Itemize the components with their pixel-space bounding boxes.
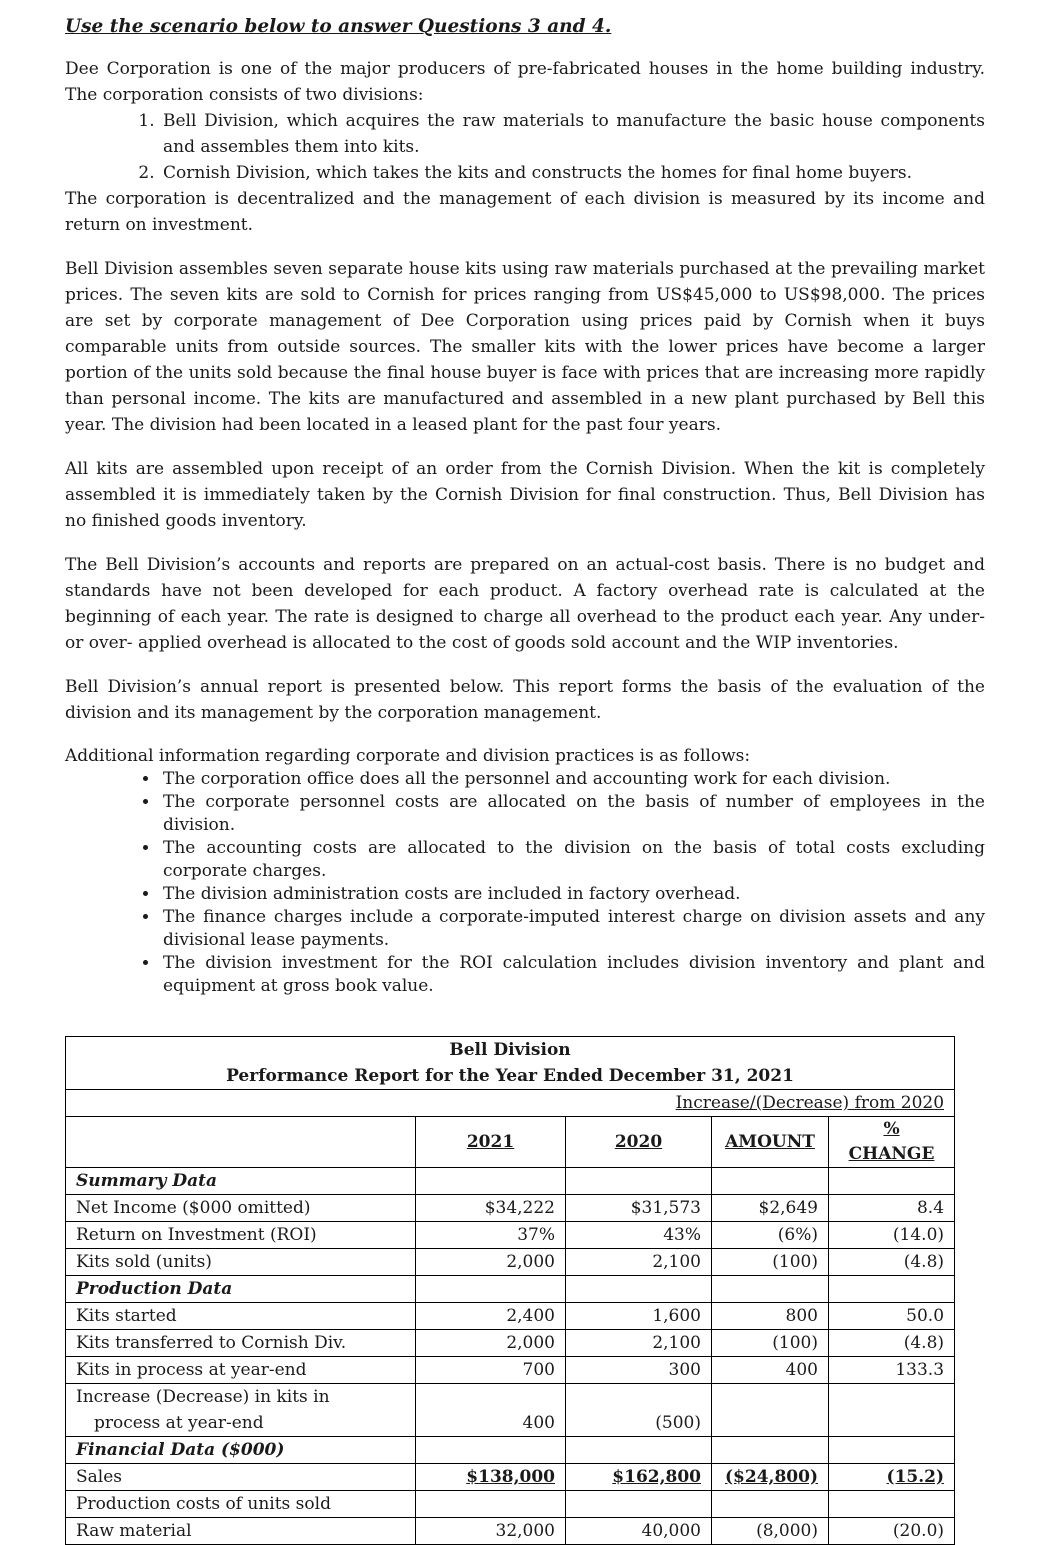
- scenario-heading: Use the scenario below to answer Questions 3 and 4.: [65, 16, 612, 37]
- cell-2020: (500): [566, 1384, 712, 1437]
- cell-2021: 400: [416, 1384, 566, 1437]
- row-label: Kits transferred to Cornish Div.: [66, 1330, 416, 1357]
- row-label: Sales: [66, 1464, 416, 1491]
- cell-2020: $31,573: [566, 1195, 712, 1222]
- table-row: [66, 1303, 955, 1330]
- decentralized-paragraph: The corporation is decentralized and the management of each division is measured by its income and return on investment.: [65, 189, 985, 235]
- additional-info-intro: Additional information regarding corporate and division practices is as follows:: [65, 746, 751, 766]
- table-row: [66, 1384, 955, 1437]
- cell-2021: $138,000: [466, 1466, 555, 1487]
- cell-2021: 37%: [416, 1222, 566, 1249]
- cell-2021: 2,400: [416, 1303, 566, 1330]
- cell-amount: (100): [712, 1249, 829, 1276]
- cell-2020: 2,100: [566, 1249, 712, 1276]
- cell-2021: 2,000: [416, 1330, 566, 1357]
- list-item: • The corporation office does all the personnel and accounting work for each division.: [160, 768, 985, 791]
- paragraph: The Bell Division’s accounts and reports are prepared on an actual-cost basis. There is no budget and standards have not been developed for each product. A factory overhead rate is calculated at the beginning of each year. The rate is designed to charge all overhead to the product each year. Any under- or over- applied overhead is allocated to the cost of goods sold account and the WIP inventories.: [65, 555, 985, 653]
- cell-pct: 133.3: [829, 1357, 955, 1384]
- cell-amount: (100): [712, 1330, 829, 1357]
- intro-paragraph: Dee Corporation is one of the major producers of pre-fabricated houses in the home building industry. The corporation consists of two divisions:: [65, 59, 985, 105]
- cell-2020: 1,600: [566, 1303, 712, 1330]
- report-subtitle: Performance Report for the Year Ended December 31, 2021: [66, 1063, 955, 1090]
- list-item: 1. Bell Division, which acquires the raw materials to manufacture the basic house components and assembles them into kits.: [160, 108, 985, 160]
- report-title: Bell Division: [66, 1037, 955, 1064]
- column-header-2021: 2021: [466, 1131, 515, 1152]
- cell-pct: (20.0): [829, 1518, 955, 1545]
- cell-2020: $162,800: [612, 1466, 701, 1487]
- list-item: • The division administration costs are included in factory overhead.: [160, 883, 985, 906]
- list-item: • The accounting costs are allocated to the division on the basis of total costs excluding corporate charges.: [160, 837, 985, 883]
- list-item: • The division investment for the ROI calculation includes division inventory and plant and equipment at gross book value.: [160, 952, 985, 998]
- table-row: [66, 1357, 955, 1384]
- section-label-financial: Financial Data ($000): [66, 1437, 416, 1464]
- paragraph: Bell Division’s annual report is presented below. This report forms the basis of the evaluation of the division and its management by the corporation management.: [65, 677, 985, 723]
- cell-2021: 700: [416, 1357, 566, 1384]
- cell-pct: (4.8): [829, 1330, 955, 1357]
- cell-2020: 40,000: [566, 1518, 712, 1545]
- list-item: 2. Cornish Division, which takes the kits and constructs the homes for final home buyers.: [160, 160, 985, 186]
- cell-amount: ($24,800): [725, 1466, 818, 1487]
- row-label-cont: process at year-end: [94, 1413, 264, 1433]
- paragraph: All kits are assembled upon receipt of an order from the Cornish Division. When the kit is completely assembled it is immediately taken by the Cornish Division for final construction. Thus, Bell Division has no finished goods inventory.: [65, 459, 985, 531]
- cell-2021: $34,222: [416, 1195, 566, 1222]
- list-item: • The finance charges include a corporate-imputed interest charge on division assets and any divisional lease payments.: [160, 906, 985, 952]
- cell-amount: 800: [712, 1303, 829, 1330]
- column-header-pct-change: % CHANGE: [848, 1119, 935, 1164]
- row-label: Raw material: [66, 1518, 416, 1545]
- section-label-production: Production Data: [66, 1276, 416, 1303]
- row-label: Net Income ($000 omitted): [66, 1195, 416, 1222]
- column-header-amount: AMOUNT: [725, 1131, 815, 1152]
- cell-amount: $2,649: [712, 1195, 829, 1222]
- row-label: Kits sold (units): [66, 1249, 416, 1276]
- table-row: [66, 1330, 955, 1357]
- column-header-2020: 2020: [614, 1131, 663, 1152]
- increase-header: Increase/(Decrease) from 2020: [675, 1092, 945, 1113]
- cell-pct: 8.4: [829, 1195, 955, 1222]
- table-row: [66, 1518, 955, 1545]
- paragraph: Bell Division assembles seven separate house kits using raw materials purchased at the prevailing market prices. The seven kits are sold to Cornish for prices ranging from US$45,000 to US$98,000. The prices are set by corporate management of Dee Corporation using prices paid by Cornish when it buys comparable units from outside sources. The smaller kits with the lower prices have become a larger portion of the units sold because the final house buyer is face with prices that are increasing more rapidly than personal income. The kits are manufactured and assembled in a new plant purchased by Bell this year. The division had been located in a leased plant for the past four years.: [65, 259, 985, 435]
- cell-2021: 32,000: [416, 1518, 566, 1545]
- cell-2020: 2,100: [566, 1330, 712, 1357]
- document-body: [65, 14, 985, 998]
- cell-2020: 300: [566, 1357, 712, 1384]
- table-row: [66, 1464, 955, 1491]
- row-label: Increase (Decrease) in kits in: [76, 1387, 330, 1407]
- list-item: • The corporate personnel costs are allocated on the basis of number of employees in the division.: [160, 791, 985, 837]
- cell-amount: (6%): [712, 1222, 829, 1249]
- row-label: Kits started: [66, 1303, 416, 1330]
- performance-report-table: [65, 1036, 955, 1545]
- row-label: Kits in process at year-end: [66, 1357, 416, 1384]
- row-label: Return on Investment (ROI): [66, 1222, 416, 1249]
- table-row: [66, 1222, 955, 1249]
- cell-pct: (4.8): [829, 1249, 955, 1276]
- section-label-summary: Summary Data: [66, 1168, 416, 1195]
- table-row: [66, 1195, 955, 1222]
- practices-list: [65, 768, 985, 998]
- cell-amount: 400: [712, 1357, 829, 1384]
- cell-pct: 50.0: [829, 1303, 955, 1330]
- row-label: Production costs of units sold: [66, 1491, 416, 1518]
- cell-amount: (8,000): [712, 1518, 829, 1545]
- cell-pct: (15.2): [886, 1466, 945, 1487]
- cell-2021: 2,000: [416, 1249, 566, 1276]
- cell-pct: (14.0): [829, 1222, 955, 1249]
- divisions-list: [65, 108, 985, 186]
- cell-2020: 43%: [566, 1222, 712, 1249]
- table-row: [66, 1249, 955, 1276]
